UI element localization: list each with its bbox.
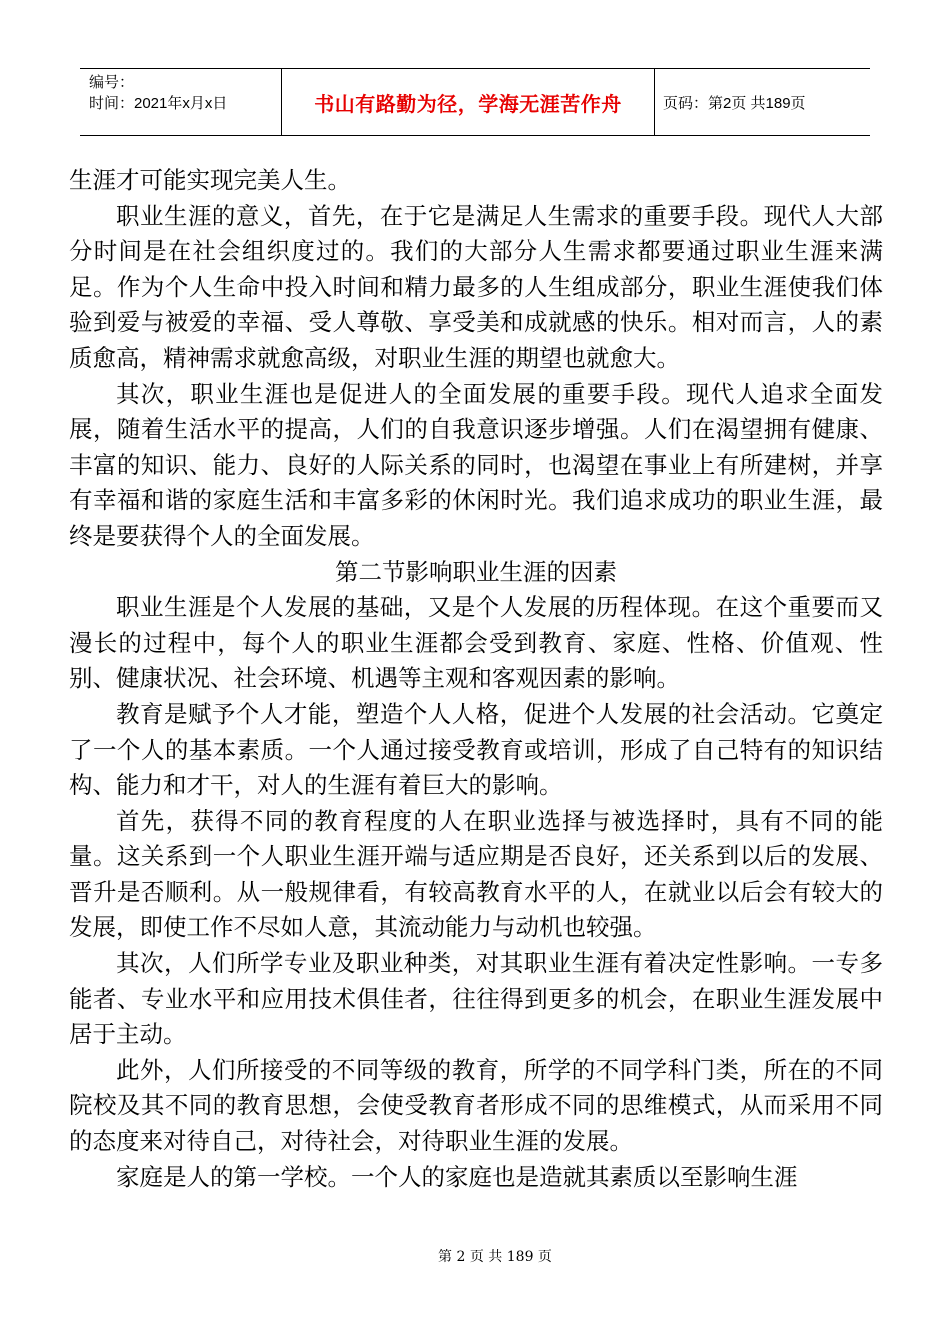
section-heading: 第二节影响职业生涯的因素 xyxy=(335,557,617,586)
header-page-info: 页码：第2页 共189页 xyxy=(663,94,806,112)
paragraph: 首先，获得不同的教育程度的人在职业选择与被选择时，具有不同的能量。这关系到一个人职业生涯开端与适应期是否良好，还关系到以后的发展、晋升是否顺利。从一般规律看，有较高教育水平的人，在就业以后会有较大的发展，即使工作不尽如人意，其流动能力与动机也较强。 xyxy=(69,806,883,942)
paragraph: 职业生涯是个人发展的基础，又是个人发展的历程体现。在这个重要而又漫长的过程中，每个人的职业生涯都会受到教育、家庭、性格、价值观、性别、健康状况、社会环境、机遇等主观和客观因素的影响。 xyxy=(69,593,883,693)
document-body xyxy=(69,163,883,1195)
header-motto: 书山有路勤为径，学海无涯苦作舟 xyxy=(282,69,655,135)
paragraph: 家庭是人的第一学校。一个人的家庭也是造就其素质以至影响生涯 xyxy=(116,1162,798,1191)
document-number-label: 编号： xyxy=(89,74,135,91)
paragraph-continuation: 生涯才可能实现完美人生。 xyxy=(69,166,351,194)
paragraph: 其次，人们所学专业及职业种类，对其职业生涯有着决定性影响。一专多能者、专业水平和应用技术俱佳者，往往得到更多的机会，在职业生涯发展中居于主动。 xyxy=(69,949,883,1049)
paragraph: 教育是赋予个人才能，塑造个人人格，促进个人发展的社会活动。它奠定了一个人的基本素质。一个人通过接受教育或培训，形成了自己特有的知识结构、能力和才干，对人的生涯有着巨大的影响。 xyxy=(69,699,883,800)
paragraph: 职业生涯的意义，首先，在于它是满足人生需求的重要手段。现代人大部分时间是在社会组织度过的。我们的大部分人生需求都要通过职业生涯来满足。作为个人生命中投入时间和精力最多的人生组成部分，职业生涯使我们体验到爱与被爱的幸福、受人尊敬、享受美和成就感的快乐。相对而言，人的素质愈高，精神需求就愈高级，对职业生涯的期望也就愈大。 xyxy=(69,201,883,372)
page-header xyxy=(80,68,870,136)
paragraph: 此外，人们所接受的不同等级的教育，所学的不同学科门类，所在的不同院校及其不同的教育思想，会使受教育者形成不同的思维模式，从而采用不同的态度来对待自己，对待社会，对待职业生涯的发展。 xyxy=(69,1055,883,1156)
document-time-label: 时间：2021年x月x日 xyxy=(89,95,228,112)
header-meta xyxy=(80,69,282,135)
page-footer: 第 2 页 共 189 页 xyxy=(438,1249,552,1265)
paragraph: 其次，职业生涯也是促进人的全面发展的重要手段。现代人追求全面发展，随着生活水平的提高，人们的自我意识逐步增强。人们在渴望拥有健康、丰富的知识、能力、良好的人际关系的同时，也渴望在事业上有所建树，并享有幸福和谐的家庭生活和丰富多彩的休闲时光。我们追求成功的职业生涯，最终是要获得个人的全面发展。 xyxy=(69,379,883,550)
